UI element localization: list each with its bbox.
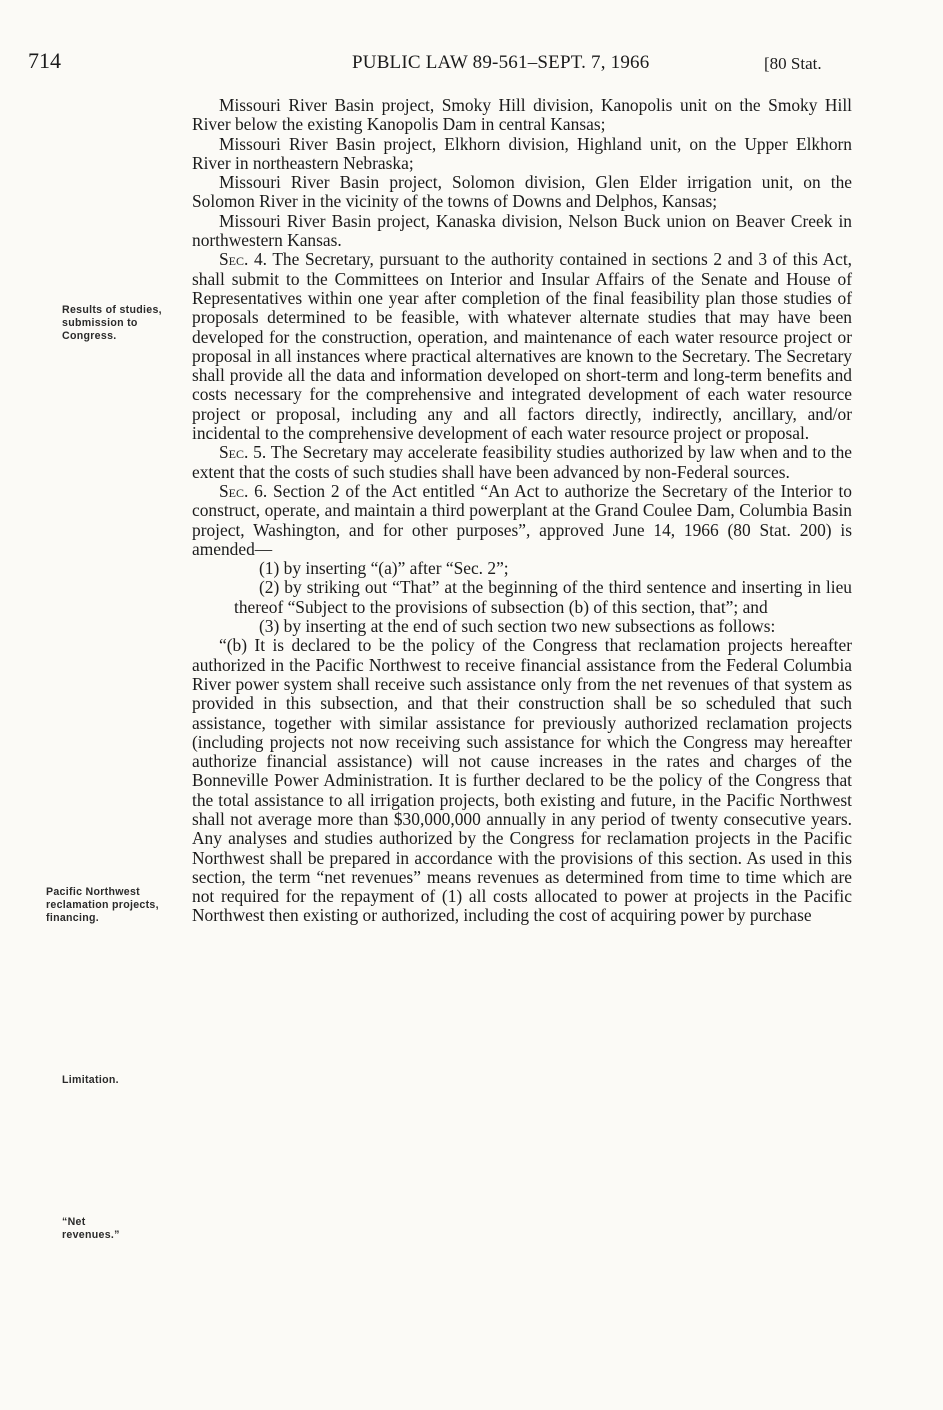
margin-note-net-revenues: “Net revenues.” bbox=[62, 1216, 120, 1241]
amendment-item-3: (3) by inserting at the end of such section two new subsections as follows: bbox=[259, 616, 776, 637]
section-6 bbox=[192, 482, 852, 559]
body-text bbox=[192, 96, 852, 926]
paragraph-nelson-buck: Missouri River Basin project, Kanaska division, Nelson Buck union on Beaver Creek in northwestern Kansas. bbox=[192, 210, 852, 251]
subsection-b: “(b) It is declared to be the policy of the Congress that reclamation projects hereafter authorized in the Pacific Northwest to receive financial assistance from the Federal Columbia River power system shall receive such assistance only from the net revenues of that system as provided in this subsection, and that their construction shall be so scheduled that such assistance, together with similar assistance for previously authorized reclamation projects (including projects not now receiving such assistance for which the Congress may hereafter authorize financial assistance) will not cause increases in the rates and charges of the Bonneville Power Administration. It is further declared to be the policy of the Congress that the total assistance to all irrigation projects, both existing and future, in the Pacific Northwest shall not average more than $30,000,000 annually in any period of twenty consecutive years. Any analyses and studies authorized by the Congress for reclamation projects in the Pacific Northwest shall be prepared in accordance with the provisions of this section. As used in this section, the term “net revenues” means revenues as determined from time to time which are not required for the repayment of (1) all costs allocated to power at projects in the Pacific Northwest then existing or authorized, including the cost of acquiring power by purchase bbox=[192, 635, 852, 926]
paragraph-glen-elder: Missouri River Basin project, Solomon division, Glen Elder irrigation unit, on the Solomon River in the vicinity of the towns of Downs and Delphos, Kansas; bbox=[192, 172, 852, 212]
margin-note-pacific-northwest: Pacific Northwest reclamation projects, financing. bbox=[46, 886, 159, 924]
page-number: 714 bbox=[28, 48, 61, 73]
amendment-item-2: (2) by striking out “That” at the beginning of the third sentence and inserting in lieu thereof “Subject to the provisions of subsection (b) of this section, that”; and bbox=[234, 577, 852, 617]
section-5-label: Sec. 5. bbox=[219, 442, 267, 463]
section-5 bbox=[192, 443, 852, 482]
section-4-label: Sec. 4. bbox=[219, 249, 268, 270]
section-6-label: Sec. 6. bbox=[219, 480, 268, 501]
statute-reference: [80 Stat. bbox=[764, 54, 822, 73]
margin-note-limitation: Limitation. bbox=[62, 1074, 119, 1086]
paragraph-kanopolis: Missouri River Basin project, Smoky Hill division, Kanopolis unit on the Smoky Hill River below the existing Kanopolis Dam in central Kansas; bbox=[192, 95, 852, 135]
margin-note-results-of-studies: Results of studies, submission to Congress. bbox=[62, 304, 162, 342]
amendment-item-1: (1) by inserting “(a)” after “Sec. 2”; bbox=[259, 558, 509, 579]
paragraph-highland: Missouri River Basin project, Elkhorn division, Highland unit, on the Upper Elkhorn River in northeastern Nebraska; bbox=[192, 133, 852, 173]
section-4 bbox=[192, 250, 852, 443]
page-header bbox=[0, 48, 943, 84]
running-title: PUBLIC LAW 89-561–SEPT. 7, 1966 bbox=[352, 52, 650, 73]
section-4-text: The Secretary, pursuant to the authority contained in sections 2 and 3 of this Act, shall submit to the Committees on Interior and Insular Affairs of the Senate and House of Representatives within one year after completion of the final feasibility plan those studies of proposals determined to be feasible, with whatever alternate studies that may have been developed for the construction, operation, and maintenance of each water resource project or proposal in all instances where practical alternatives are known to the Secretary. The Secretary shall provide all the data and information developed on short-term and long-term benefits and costs necessary for the comprehensive and integrated development of each water resource project or proposal, including any and all factors directly, indirectly, ancillary, and/or incidental to the comprehensive development of each water resource project or proposal. bbox=[192, 249, 852, 444]
section-5-text: The Secretary may accelerate feasibility studies authorized by law when and to the extent that the costs of such studies shall have been advanced by non-Federal sources. bbox=[192, 442, 852, 482]
section-6-text: Section 2 of the Act entitled “An Act to authorize the Secretary of the Interior to construct, operate, and maintain a third powerplant at the Grand Coulee Dam, Columbia Basin project, Washington, and for other purposes”, approved June 14, 1966 (80 Stat. 200) is amended— bbox=[192, 480, 852, 559]
